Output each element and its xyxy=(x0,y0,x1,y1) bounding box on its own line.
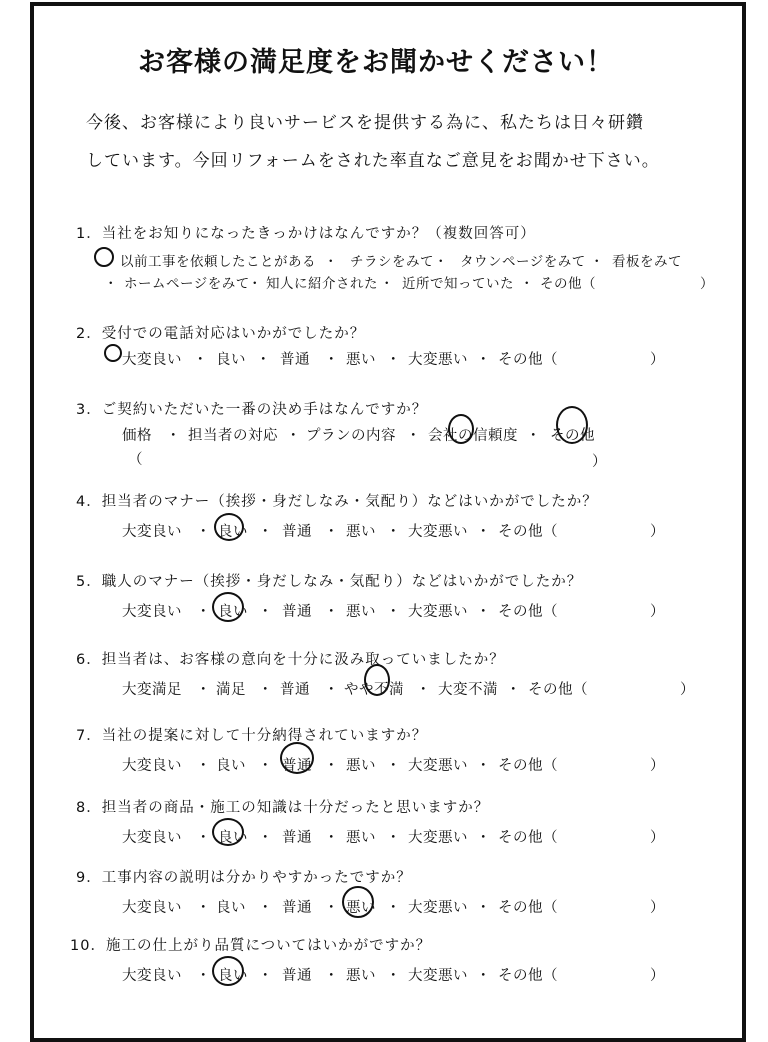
separator: ・ xyxy=(434,254,448,270)
q5-option-1: 大変良い xyxy=(122,604,182,620)
question-6: 6．担当者は、お客様の意向を十分に汲み取っていましたか？ xyxy=(76,652,505,668)
separator: ・ xyxy=(258,900,273,916)
separator: ・ xyxy=(590,254,604,270)
q4-option-4: 悪い xyxy=(346,524,376,540)
q2-option-3: 普通 xyxy=(280,352,310,368)
separator: ・ xyxy=(196,758,211,774)
q8-option-5: 大変悪い xyxy=(408,830,468,846)
question-7: 7．当社の提案に対して十分納得されていますか？ xyxy=(76,728,428,744)
separator: ・ xyxy=(196,968,211,984)
separator: ・ xyxy=(196,524,211,540)
q4-option-1: 大変良い xyxy=(122,524,182,540)
separator: ・ xyxy=(324,758,339,774)
separator: ・ xyxy=(256,352,271,368)
separator: ・ xyxy=(258,682,273,698)
q8-option-6: その他（ xyxy=(498,830,558,846)
q1-option-7: 近所で知っていた xyxy=(402,276,514,292)
q1-option-2: チラシをみて xyxy=(350,254,434,270)
page-title: お客様の満足度をお聞かせください！ xyxy=(138,47,614,78)
q3-option-7: ） xyxy=(592,454,607,470)
separator: ・ xyxy=(258,758,273,774)
separator: ・ xyxy=(406,428,421,444)
q4-option-5: 大変悪い xyxy=(408,524,468,540)
q8-option-2: 良い xyxy=(218,830,248,846)
q7-option-5: 大変悪い xyxy=(408,758,468,774)
q3-option-3: プランの内容 xyxy=(306,428,396,444)
intro-line-2: しています。今回リフォームをされた率直なご意見をお聞かせ下さい。 xyxy=(86,151,660,171)
separator: ・ xyxy=(476,604,491,620)
q6-option-6: その他（ xyxy=(528,682,588,698)
q1-option-6: 知人に紹介された xyxy=(266,276,378,292)
intro-line-1: 今後、お客様により良いサービスを提供する為に、私たちは日々研鑽 xyxy=(86,113,644,133)
separator: ・ xyxy=(258,524,273,540)
q10-option-5: 大変悪い xyxy=(408,968,468,984)
q6-option-4: やや不満 xyxy=(344,682,404,698)
q1-option-4: 看板をみて xyxy=(612,254,682,270)
answer-circle-q3a xyxy=(448,414,474,444)
q6-option-7: ） xyxy=(680,682,695,698)
separator: ・ xyxy=(506,682,521,698)
separator: ・ xyxy=(258,830,273,846)
q3-option-2: 担当者の対応 xyxy=(188,428,278,444)
q10-option-7: ） xyxy=(650,968,665,984)
q4-option-3: 普通 xyxy=(282,524,312,540)
q2-option-5: 大変悪い xyxy=(408,352,468,368)
answer-circle-q6 xyxy=(364,664,390,696)
separator: ・ xyxy=(193,352,208,368)
separator: ・ xyxy=(324,604,339,620)
q10-option-1: 大変良い xyxy=(122,968,182,984)
q7-option-1: 大変良い xyxy=(122,758,182,774)
answer-circle-q2 xyxy=(104,344,122,362)
q10-option-4: 悪い xyxy=(346,968,376,984)
separator: ・ xyxy=(476,900,491,916)
separator: ・ xyxy=(386,900,401,916)
q5-option-4: 悪い xyxy=(346,604,376,620)
q6-option-5: 大変不満 xyxy=(438,682,498,698)
q3-option-1: 価格 xyxy=(122,428,152,444)
answer-circle-q1 xyxy=(94,247,114,267)
q4-option-6: その他（ xyxy=(498,524,558,540)
q5-option-7: ） xyxy=(650,604,665,620)
q3-option-5: その他 xyxy=(550,428,595,444)
q8-option-1: 大変良い xyxy=(122,830,182,846)
question-5: 5．職人のマナー（挨拶・身だしなみ・気配り）などはいかがでしたか？ xyxy=(76,574,583,590)
q7-option-4: 悪い xyxy=(346,758,376,774)
separator: ・ xyxy=(476,758,491,774)
separator: ・ xyxy=(380,276,394,292)
q9-option-6: その他（ xyxy=(498,900,558,916)
q1-option-9: ） xyxy=(700,276,714,292)
question-2: 2．受付での電話対応はいかがでしたか？ xyxy=(76,326,366,342)
q3-option-6: （ xyxy=(128,452,143,468)
separator: ・ xyxy=(166,428,181,444)
q7-option-3: 普通 xyxy=(282,758,312,774)
q6-option-1: 大変満足 xyxy=(122,682,182,698)
separator: ・ xyxy=(476,830,491,846)
separator: ・ xyxy=(324,682,339,698)
q5-option-6: その他（ xyxy=(498,604,558,620)
q8-option-7: ） xyxy=(650,830,665,846)
q4-option-2: 良い xyxy=(218,524,248,540)
answer-circle-q9 xyxy=(342,886,374,918)
q8-option-4: 悪い xyxy=(346,830,376,846)
question-4: 4．担当者のマナー（挨拶・身だしなみ・気配り）などはいかがでしたか？ xyxy=(76,494,598,510)
separator: ・ xyxy=(196,604,211,620)
separator: ・ xyxy=(476,524,491,540)
q6-option-2: 満足 xyxy=(216,682,246,698)
separator: ・ xyxy=(416,682,431,698)
separator: ・ xyxy=(196,900,211,916)
q10-option-3: 普通 xyxy=(282,968,312,984)
answer-circle-q5 xyxy=(212,592,244,622)
q9-option-4: 悪い xyxy=(346,900,376,916)
separator: ・ xyxy=(324,254,338,270)
q5-option-3: 普通 xyxy=(282,604,312,620)
separator: ・ xyxy=(196,682,211,698)
separator: ・ xyxy=(386,758,401,774)
question-1: 1．当社をお知りになったきっかけはなんですか？（複数回答可） xyxy=(76,226,536,242)
q10-option-2: 良い xyxy=(218,968,248,984)
separator: ・ xyxy=(324,830,339,846)
answer-circle-q10 xyxy=(212,956,244,986)
question-9: 9．工事内容の説明は分かりやすかったですか？ xyxy=(76,870,412,886)
separator: ・ xyxy=(324,524,339,540)
q7-option-7: ） xyxy=(650,758,665,774)
separator: ・ xyxy=(104,276,118,292)
q5-option-2: 良い xyxy=(218,604,248,620)
q1-option-3: タウンページをみて xyxy=(460,254,586,270)
q6-option-3: 普通 xyxy=(280,682,310,698)
question-10: 10．施工の仕上がり品質についてはいかがですか？ xyxy=(70,938,432,954)
separator: ・ xyxy=(258,968,273,984)
separator: ・ xyxy=(476,352,491,368)
separator: ・ xyxy=(386,830,401,846)
question-3: 3．ご契約いただいた一番の決め手はなんですか？ xyxy=(76,402,428,418)
q9-option-2: 良い xyxy=(216,900,246,916)
separator: ・ xyxy=(520,276,534,292)
answer-circle-q8 xyxy=(212,818,244,846)
q7-option-6: その他（ xyxy=(498,758,558,774)
q1-option-1: 以前工事を依頼したことがある xyxy=(120,254,316,270)
separator: ・ xyxy=(248,276,262,292)
q2-option-2: 良い xyxy=(216,352,246,368)
separator: ・ xyxy=(386,524,401,540)
q2-option-4: 悪い xyxy=(346,352,376,368)
separator: ・ xyxy=(526,428,541,444)
q9-option-5: 大変悪い xyxy=(408,900,468,916)
q2-option-6: その他（ xyxy=(498,352,558,368)
q5-option-5: 大変悪い xyxy=(408,604,468,620)
q1-option-8: その他（ xyxy=(540,276,596,292)
answer-circle-q7 xyxy=(280,742,314,774)
q9-option-7: ） xyxy=(650,900,665,916)
q8-option-3: 普通 xyxy=(282,830,312,846)
question-8: 8．担当者の商品・施工の知識は十分だったと思いますか？ xyxy=(76,800,490,816)
q2-option-1: 大変良い xyxy=(122,352,182,368)
separator: ・ xyxy=(324,900,339,916)
q4-option-7: ） xyxy=(650,524,665,540)
separator: ・ xyxy=(324,968,339,984)
separator: ・ xyxy=(286,428,301,444)
separator: ・ xyxy=(258,604,273,620)
q10-option-6: その他（ xyxy=(498,968,558,984)
separator: ・ xyxy=(386,604,401,620)
separator: ・ xyxy=(196,830,211,846)
q7-option-2: 良い xyxy=(216,758,246,774)
q2-option-7: ） xyxy=(650,352,665,368)
q1-option-5: ホームページをみて xyxy=(124,276,250,292)
q9-option-1: 大変良い xyxy=(122,900,182,916)
q3-option-4: 会社の信頼度 xyxy=(428,428,518,444)
q9-option-3: 普通 xyxy=(282,900,312,916)
separator: ・ xyxy=(476,968,491,984)
answer-circle-q3b xyxy=(556,406,588,444)
answer-circle-q4 xyxy=(214,513,244,541)
separator: ・ xyxy=(386,968,401,984)
separator: ・ xyxy=(386,352,401,368)
separator: ・ xyxy=(324,352,339,368)
